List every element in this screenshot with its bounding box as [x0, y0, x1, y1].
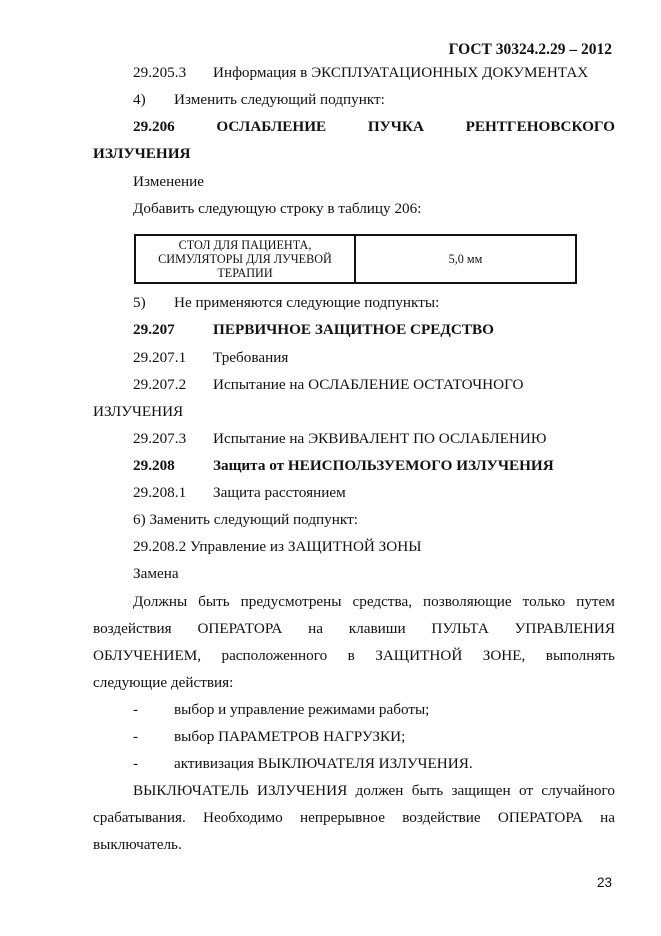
word: в [347, 647, 355, 664]
item-6-text: 6) Заменить следующий подпункт: [133, 511, 358, 528]
bullet-dash: - [133, 755, 139, 772]
cell-line: СИМУЛЯТОРЫ ДЛЯ ЛУЧЕВОЙ [158, 252, 332, 266]
item-4-number: 4) [133, 91, 146, 108]
word: только [522, 593, 566, 610]
word: ОБЛУЧЕНИЕМ, [93, 647, 202, 664]
word: на [308, 620, 323, 637]
clause-29-207-2-number: 29.207.2 [133, 376, 187, 393]
clause-29-205-3-number: 29.205.3 [133, 64, 187, 81]
word: срабатывания. [93, 809, 186, 826]
word: УПРАВЛЕНИЯ [514, 620, 615, 637]
paragraph-1-line-3 [93, 647, 615, 665]
table-cell-value: 5,0 мм [355, 235, 576, 283]
clause-29-208-1-number: 29.208.1 [133, 484, 187, 501]
cell-line: ТЕРАПИИ [217, 266, 273, 280]
paragraph-2-line-1 [133, 782, 615, 800]
clause-29-206-heading-cont: ИЗЛУЧЕНИЯ [93, 145, 191, 162]
word: должен [355, 782, 404, 799]
word: ОПЕРАТОРА [497, 809, 583, 826]
bullet-dash: - [133, 728, 139, 745]
word: воздействия [93, 620, 172, 637]
item-4-text: Изменить следующий подпункт: [174, 91, 385, 108]
paragraph-2-line-3: выключатель. [93, 836, 182, 853]
word: ВЫКЛЮЧАТЕЛЬ [133, 782, 249, 799]
clause-29-207-3-number: 29.207.3 [133, 430, 187, 447]
word: предусмотрены [240, 593, 342, 610]
clause-29-208-1-title: Защита расстоянием [213, 484, 346, 501]
item-5-text: Не применяются следующие подпункты: [174, 294, 440, 311]
clause-29-207-title: ПЕРВИЧНОЕ ЗАЩИТНОЕ СРЕДСТВО [213, 321, 494, 338]
word: непрерывное [300, 809, 385, 826]
word: средства, [352, 593, 412, 610]
heading-word: ПУЧКА [367, 118, 424, 135]
word: клавиши [348, 620, 406, 637]
clause-29-207-2-title-cont: ИЗЛУЧЕНИЯ [93, 403, 184, 420]
table-row [135, 235, 576, 283]
clause-29-208-title: Защита от НЕИСПОЛЬЗУЕМОГО ИЗЛУЧЕНИЯ [213, 457, 554, 474]
word: ОПЕРАТОРА [197, 620, 283, 637]
word: путем [576, 593, 615, 610]
clause-29-208-2-title: 29.208.2 Управление из ЗАЩИТНОЙ ЗОНЫ [133, 538, 422, 555]
cell-line: СТОЛ ДЛЯ ПАЦИЕНТА, [178, 238, 312, 252]
item-5-number: 5) [133, 294, 146, 311]
word: ЗАЩИТНОЙ [375, 647, 463, 664]
add-row-instruction: Добавить следующую строку в таблицу 206: [133, 200, 422, 217]
clause-29-206-heading [133, 118, 615, 136]
bullet-item: выбор и управление режимами работы; [174, 701, 430, 718]
paragraph-1-line-4: следующие действия: [93, 674, 234, 691]
word: воздействие [402, 809, 481, 826]
bullet-dash: - [133, 701, 139, 718]
word: позволяющие [423, 593, 512, 610]
clause-29-208-number: 29.208 [133, 457, 175, 474]
clause-29-207-2-title: Испытание на ОСЛАБЛЕНИЕ ОСТАТОЧНОГО [213, 376, 524, 393]
paragraph-1-line-1 [133, 593, 615, 611]
replacement-label: Замена [133, 565, 179, 582]
page-number: 23 [596, 875, 612, 890]
word: Должны [133, 593, 188, 610]
word: выполнять [545, 647, 615, 664]
word: ЗОНЕ, [482, 647, 526, 664]
table-206-row [134, 234, 577, 284]
clause-29-207-3-title: Испытание на ЭКВИВАЛЕНТ ПО ОСЛАБЛЕНИЮ [213, 430, 547, 447]
word: от [518, 782, 534, 799]
word: быть [198, 593, 230, 610]
paragraph-1-line-2 [93, 620, 615, 638]
change-label: Изменение [133, 173, 204, 190]
word: ИЗЛУЧЕНИЯ [257, 782, 348, 799]
word: ПУЛЬТА [431, 620, 489, 637]
heading-word: ОСЛАБЛЕНИЕ [216, 118, 327, 135]
word: Необходимо [203, 809, 283, 826]
word: расположенного [221, 647, 328, 664]
clause-29-207-1-title: Требования [213, 349, 289, 366]
paragraph-2-line-2 [93, 809, 615, 827]
word: случайного [541, 782, 615, 799]
page-header: ГОСТ 30324.2.29 – 2012 [448, 41, 612, 58]
clause-29-207-1-number: 29.207.1 [133, 349, 187, 366]
table-cell-item [135, 235, 355, 283]
heading-word: 29.206 [133, 118, 175, 135]
word: защищен [451, 782, 511, 799]
heading-word: РЕНТГЕНОВСКОГО [465, 118, 615, 135]
clause-29-207-number: 29.207 [133, 321, 175, 338]
word: на [600, 809, 615, 826]
clause-29-205-3-title: Информация в ЭКСПЛУАТАЦИОННЫХ ДОКУМЕНТАХ [213, 64, 589, 81]
word: быть [411, 782, 444, 799]
bullet-item: активизация ВЫКЛЮЧАТЕЛЯ ИЗЛУЧЕНИЯ. [174, 755, 473, 772]
bullet-item: выбор ПАРАМЕТРОВ НАГРУЗКИ; [174, 728, 406, 745]
